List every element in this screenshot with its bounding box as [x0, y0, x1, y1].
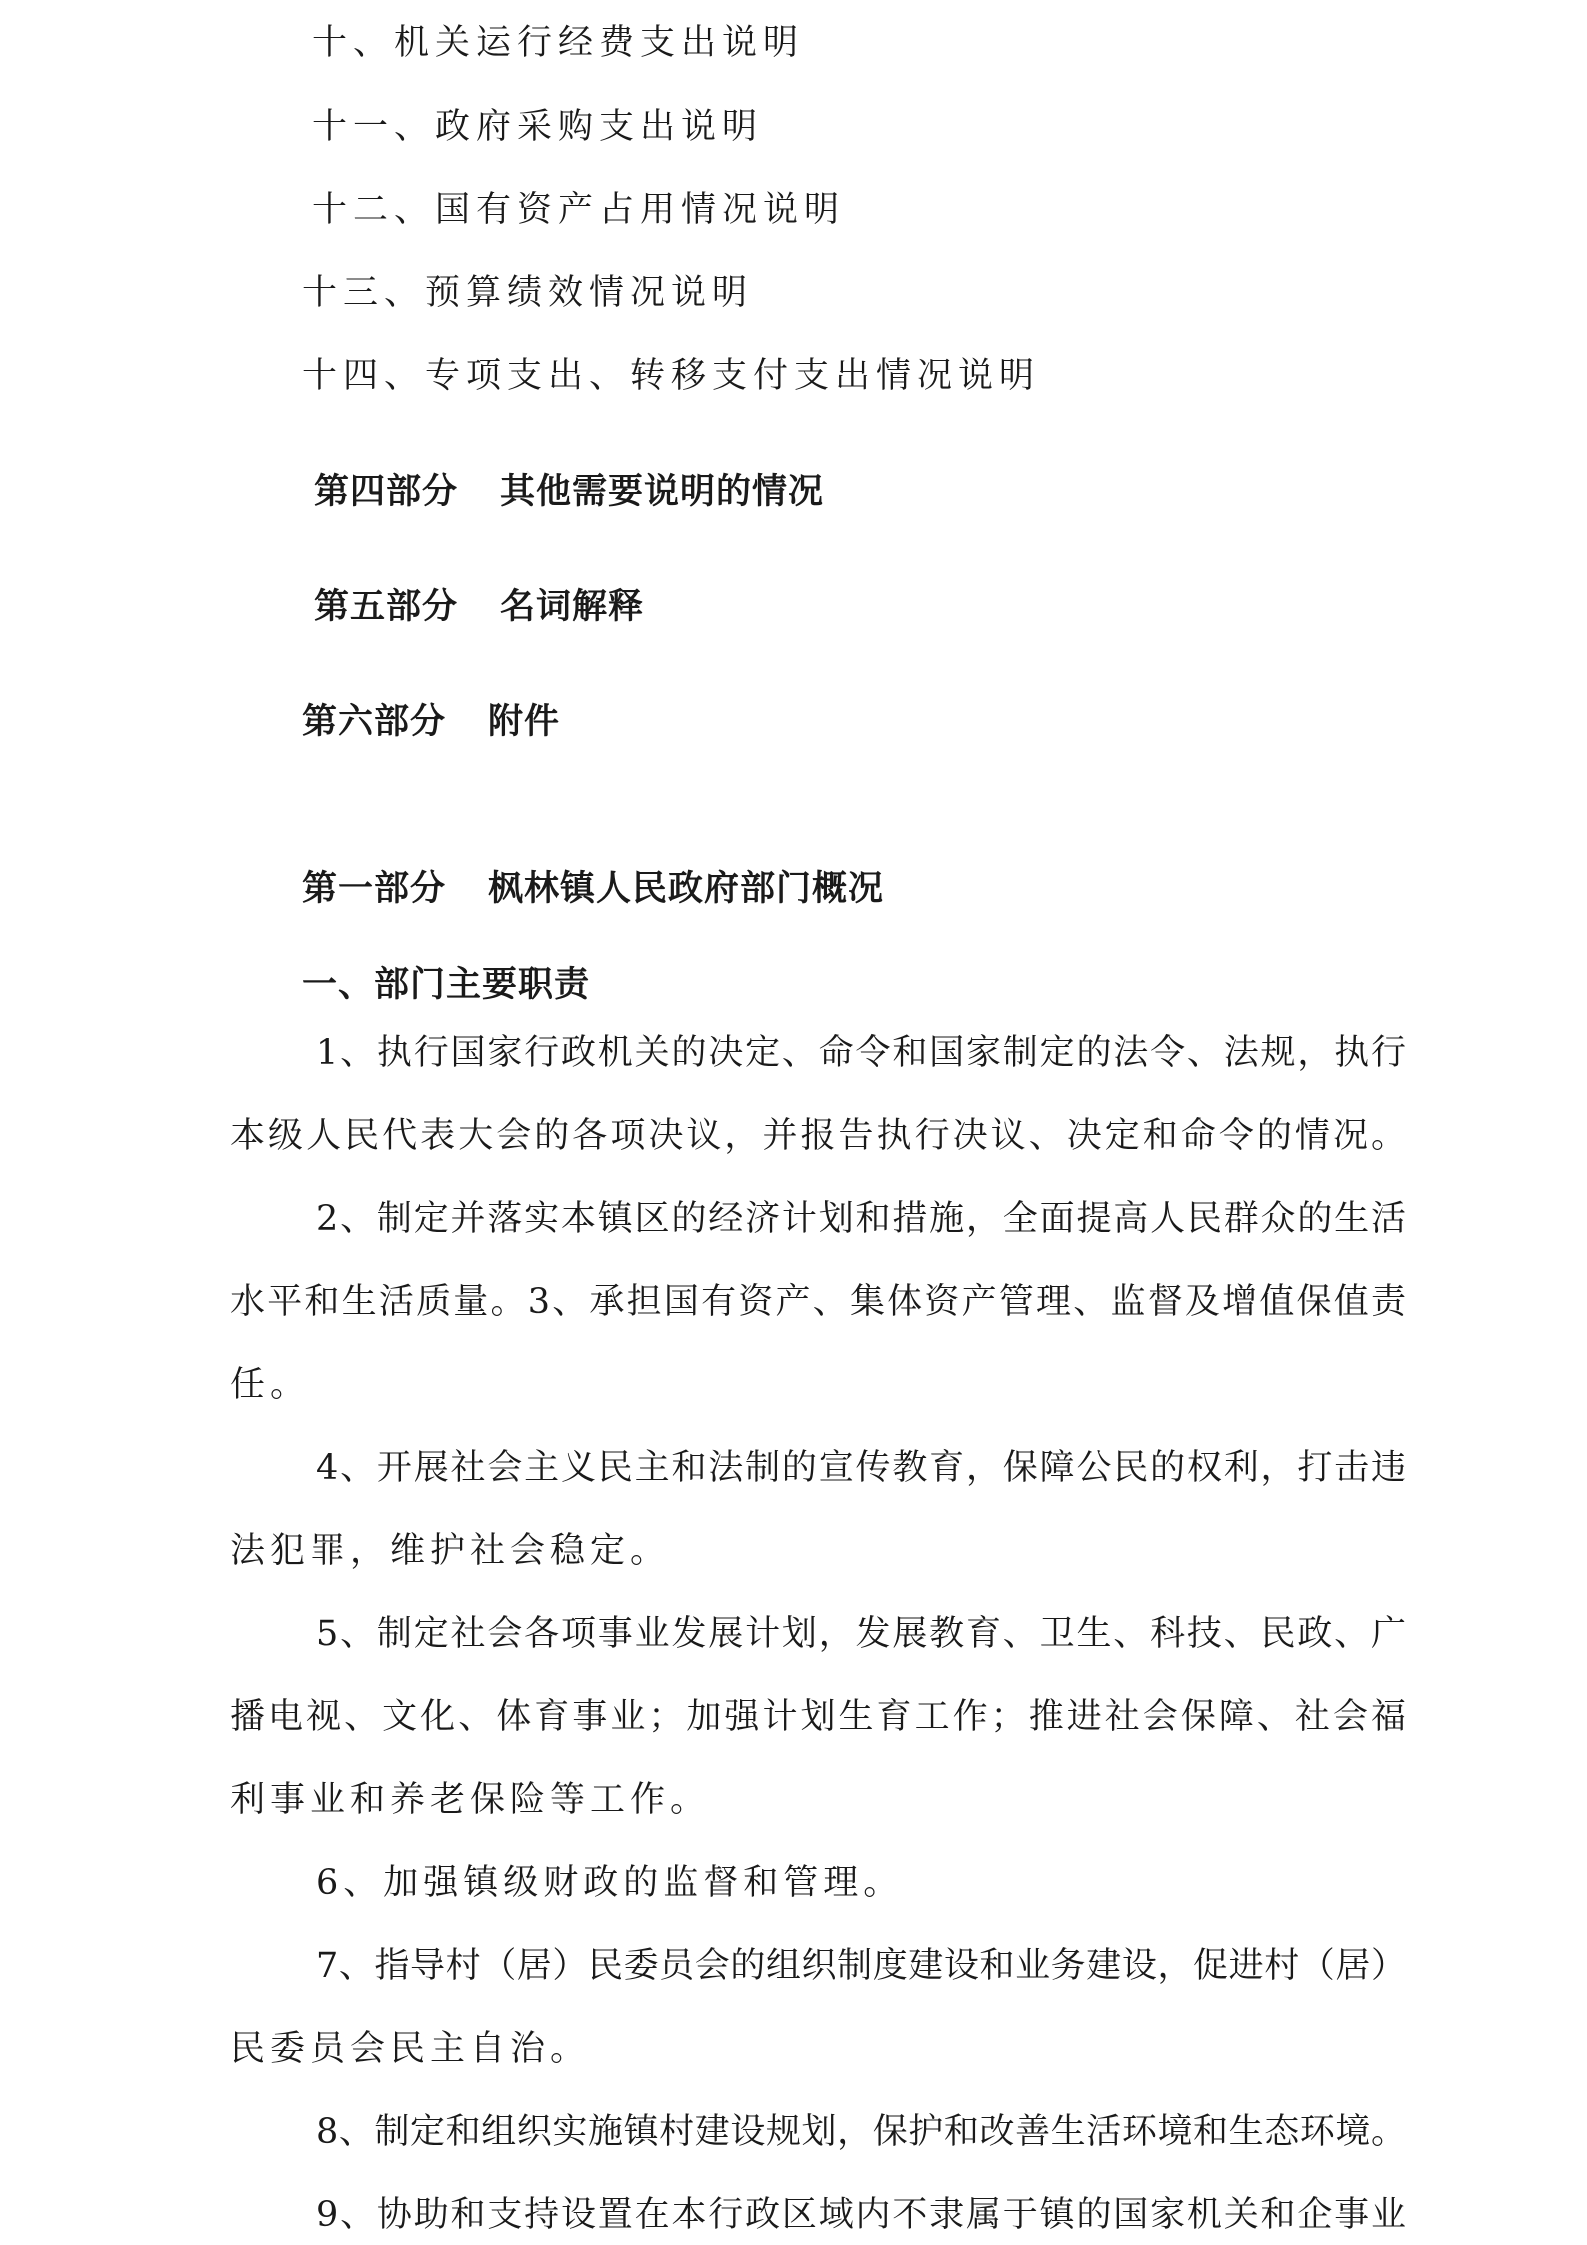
paragraph-line: 本级人民代表大会的各项决议，并报告执行决议、决定和命令的情况。	[230, 1116, 1406, 1156]
toc-part-six-title: 附件	[488, 702, 561, 742]
paragraph-line: 任。	[230, 1365, 311, 1405]
paragraph-line: 水平和生活质量。3、承担国有资产、集体资产管理、监督及增值保值责	[230, 1282, 1406, 1322]
toc-item-14: 十四、专项支出、转移支付支出情况说明	[302, 356, 1041, 396]
section-one-heading: 一、部门主要职责	[302, 965, 591, 1005]
paragraph-line: 1、执行国家行政机关的决定、命令和国家制定的法令、法规，执行	[316, 1033, 1406, 1073]
paragraph-line: 5、制定社会各项事业发展计划，发展教育、卫生、科技、民政、广	[316, 1614, 1406, 1654]
paragraph-line: 4、开展社会主义民主和法制的宣传教育，保障公民的权利，打击违	[316, 1448, 1406, 1488]
paragraph-line: 8、制定和组织实施镇村建设规划，保护和改善生活环境和生态环境。	[316, 2112, 1406, 2152]
toc-part-four	[314, 469, 824, 515]
paragraph-line: 法犯罪，维护社会稳定。	[230, 1531, 671, 1571]
toc-part-five-title: 名词解释	[500, 587, 645, 627]
toc-item-10: 十、机关运行经费支出说明	[312, 23, 805, 63]
paragraph-line: 2、制定并落实本镇区的经济计划和措施，全面提高人民群众的生活	[316, 1199, 1406, 1239]
paragraph-line: 播电视、文化、体育事业；加强计划生育工作；推进社会保障、社会福	[230, 1697, 1406, 1737]
toc-part-six	[302, 699, 560, 745]
part-one-title: 枫林镇人民政府部门概况	[488, 869, 885, 909]
paragraph-line: 利事业和养老保险等工作。	[230, 1780, 711, 1820]
paragraph-line: 7、指导村（居）民委员会的组织制度建设和业务建设，促进村（居）	[316, 1946, 1406, 1986]
toc-item-12: 十二、国有资产占用情况说明	[312, 190, 846, 230]
paragraph-line: 6、加强镇级财政的监督和管理。	[316, 1863, 904, 1903]
toc-item-13: 十三、预算绩效情况说明	[302, 273, 754, 313]
toc-part-five-number: 第五部分	[314, 587, 459, 627]
toc-part-five	[314, 584, 644, 630]
toc-item-11: 十一、政府采购支出说明	[312, 107, 764, 147]
toc-part-four-title: 其他需要说明的情况	[500, 472, 825, 512]
paragraph-line: 民委员会民主自治。	[230, 2029, 591, 2069]
toc-part-four-number: 第四部分	[314, 472, 459, 512]
part-one-heading	[302, 866, 884, 912]
toc-part-six-number: 第六部分	[302, 702, 447, 742]
part-one-number: 第一部分	[302, 869, 447, 909]
paragraph-line: 9、协助和支持设置在本行政区域内不隶属于镇的国家机关和企事业	[316, 2195, 1406, 2235]
